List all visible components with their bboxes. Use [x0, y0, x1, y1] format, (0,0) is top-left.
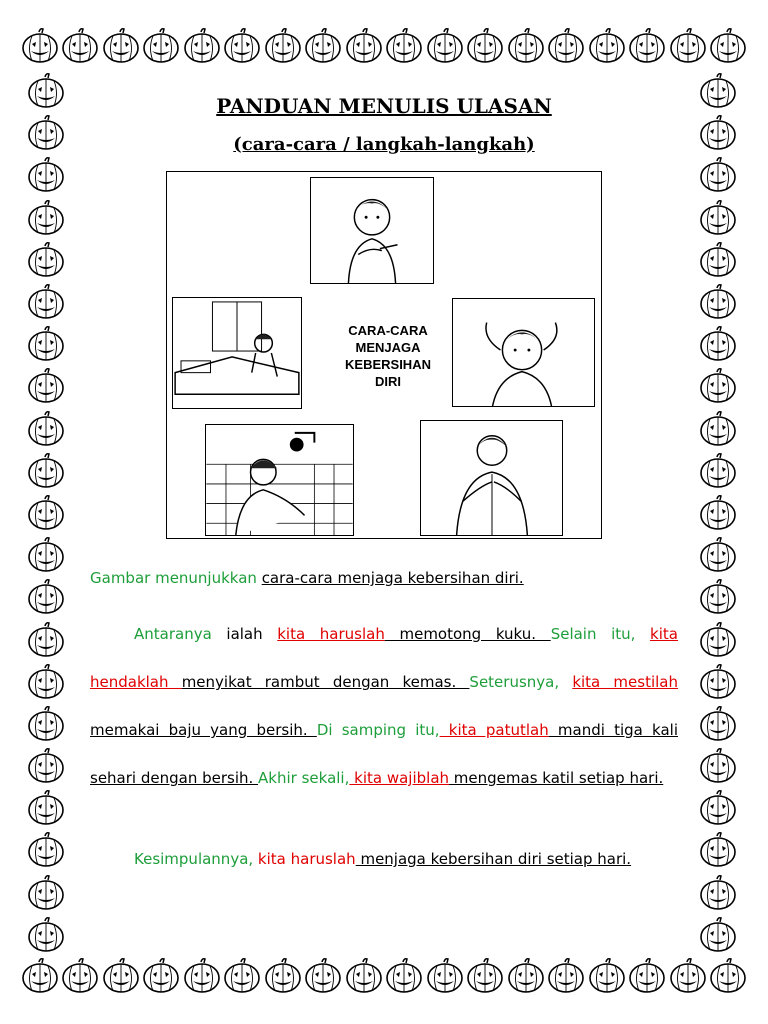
pumpkin-icon: [26, 788, 66, 828]
pumpkin-icon: [708, 956, 748, 996]
pumpkin-icon: [465, 26, 505, 66]
pumpkin-icon: [303, 956, 343, 996]
pumpkin-icon: [26, 282, 66, 322]
pumpkin-icon: [698, 788, 738, 828]
pumpkin-icon: [26, 704, 66, 744]
pumpkin-icon: [344, 26, 384, 66]
pumpkin-icon: [425, 956, 465, 996]
modal-phrase: kita hendaklah: [90, 625, 678, 691]
pumpkin-icon: [26, 198, 66, 238]
pumpkin-icon: [587, 956, 627, 996]
conclusion-text: menjaga kebersihan diri setiap hari.: [355, 850, 632, 868]
pumpkin-icon: [698, 704, 738, 744]
action-text: memakai baju yang bersih.: [90, 721, 317, 739]
pumpkin-icon: [546, 956, 586, 996]
pumpkin-icon: [546, 26, 586, 66]
body-text: ialah: [211, 625, 278, 643]
pumpkin-icon: [20, 26, 60, 66]
pumpkin-icon: [182, 956, 222, 996]
panel-bathing-image: [205, 424, 354, 536]
pumpkin-icon: [698, 662, 738, 702]
pumpkin-icon: [222, 956, 262, 996]
pumpkin-icon: [627, 956, 667, 996]
pumpkin-icon: [26, 366, 66, 406]
pumpkin-icon: [344, 956, 384, 996]
pumpkin-icon: [26, 620, 66, 660]
pumpkin-icon: [303, 26, 343, 66]
pumpkin-icon: [698, 155, 738, 195]
modal-phrase: kita wajiblah: [349, 769, 450, 787]
pumpkin-icon: [26, 493, 66, 533]
connector-di-samping-itu: Di samping itu,: [316, 721, 440, 739]
pumpkin-icon: [26, 324, 66, 364]
pumpkin-icon: [141, 26, 181, 66]
body-paragraph: [90, 610, 678, 802]
pumpkin-icon: [668, 26, 708, 66]
connector-akhir-sekali: Akhir sekali,: [258, 769, 350, 787]
figure-label-line: CARA-CARA: [348, 323, 428, 338]
pumpkin-icon: [20, 956, 60, 996]
pumpkin-icon: [26, 155, 66, 195]
figure-label-line: DIRI: [375, 374, 401, 389]
pumpkin-icon: [698, 577, 738, 617]
pumpkin-icon: [141, 956, 181, 996]
panel-dressing-image: [420, 420, 563, 536]
pumpkin-icon: [26, 746, 66, 786]
modal-phrase: kita haruslah: [277, 625, 385, 643]
page-title: PANDUAN MENULIS ULASAN: [216, 94, 552, 118]
connector-antaranya: Antaranya: [134, 625, 212, 643]
pumpkin-icon: [26, 240, 66, 280]
modal-phrase: kita mestilah: [572, 673, 678, 691]
connector-seterusnya: Seterusnya,: [469, 673, 560, 691]
pumpkin-icon: [60, 956, 100, 996]
pumpkin-icon: [101, 956, 141, 996]
illustration-figure: [166, 171, 602, 539]
connector-kesimpulannya: Kesimpulannya,: [134, 850, 254, 868]
pumpkin-border-right: [698, 70, 742, 956]
pumpkin-icon: [263, 26, 303, 66]
pumpkin-icon: [698, 915, 738, 955]
pumpkin-icon: [26, 535, 66, 575]
pumpkin-icon: [26, 915, 66, 955]
pumpkin-icon: [698, 282, 738, 322]
pumpkin-icon: [698, 240, 738, 280]
pumpkin-icon: [698, 366, 738, 406]
pumpkin-icon: [708, 26, 748, 66]
panel-make-bed-image: [172, 297, 302, 409]
modal-phrase: kita haruslah: [253, 850, 356, 868]
pumpkin-icon: [698, 198, 738, 238]
figure-label-line: KEBERSIHAN: [345, 357, 431, 372]
pumpkin-icon: [587, 26, 627, 66]
pumpkin-icon: [698, 535, 738, 575]
intro-lead: Gambar menunjukkan: [90, 569, 262, 587]
pumpkin-icon: [698, 409, 738, 449]
pumpkin-icon: [668, 956, 708, 996]
connector-selain-itu: Selain itu,: [550, 625, 636, 643]
pumpkin-icon: [506, 956, 546, 996]
pumpkin-icon: [698, 873, 738, 913]
pumpkin-icon: [60, 26, 100, 66]
pumpkin-icon: [698, 746, 738, 786]
pumpkin-icon: [465, 956, 505, 996]
action-text: menyikat rambut dengan kemas.: [181, 673, 470, 691]
conclusion-paragraph: [90, 835, 678, 883]
pumpkin-icon: [101, 26, 141, 66]
page-subtitle: (cara-cara / langkah-langkah): [233, 134, 535, 155]
pumpkin-icon: [627, 26, 667, 66]
figure-label-line: MENJAGA: [355, 340, 421, 355]
action-text: mengemas katil setiap hari.: [449, 769, 664, 787]
pumpkin-icon: [698, 451, 738, 491]
pumpkin-icon: [222, 26, 262, 66]
pumpkin-icon: [182, 26, 222, 66]
panel-comb-hair-image: [452, 298, 595, 407]
pumpkin-icon: [26, 830, 66, 870]
pumpkin-icon: [698, 324, 738, 364]
pumpkin-icon: [698, 830, 738, 870]
pumpkin-icon: [425, 26, 465, 66]
pumpkin-icon: [26, 409, 66, 449]
pumpkin-border-top: [0, 26, 768, 70]
pumpkin-icon: [263, 956, 303, 996]
pumpkin-icon: [26, 451, 66, 491]
pumpkin-icon: [698, 620, 738, 660]
action-text: mandi tiga kali sehari dengan bersih.: [90, 721, 678, 787]
action-text: memotong kuku.: [384, 625, 551, 643]
pumpkin-icon: [384, 26, 424, 66]
pumpkin-icon: [26, 873, 66, 913]
pumpkin-icon: [26, 577, 66, 617]
pumpkin-border-bottom: [0, 956, 768, 1000]
pumpkin-icon: [384, 956, 424, 996]
pumpkin-icon: [698, 493, 738, 533]
intro-topic: cara-cara menjaga kebersihan diri.: [261, 569, 524, 587]
pumpkin-icon: [26, 662, 66, 702]
intro-paragraph: [90, 554, 678, 602]
pumpkin-icon: [506, 26, 546, 66]
pumpkin-border-left: [26, 70, 70, 956]
modal-phrase: kita patutlah: [439, 721, 549, 739]
panel-cut-nails-image: [310, 177, 434, 284]
figure-center-label: [333, 322, 443, 390]
